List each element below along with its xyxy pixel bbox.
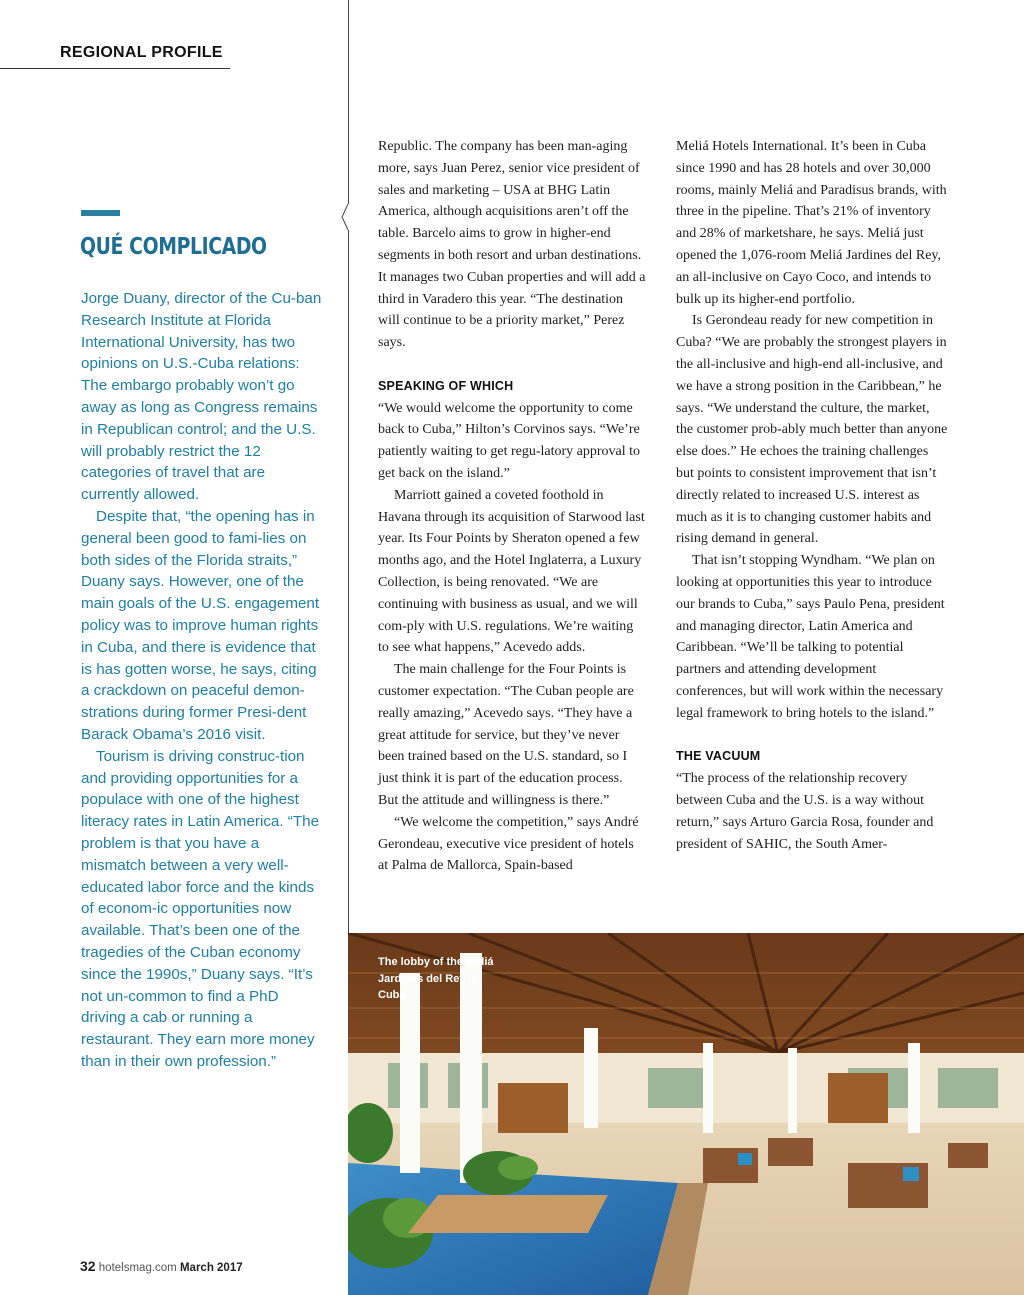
sidebar-accent-bar [81, 210, 120, 216]
footer-date: March 2017 [179, 1262, 243, 1274]
section-label: REGIONAL PROFILE [60, 44, 223, 61]
article-column-1 [378, 136, 646, 877]
page-footer [80, 1258, 243, 1274]
sidebar-title: QUÉ COMPLICADO [80, 234, 267, 260]
article-column-2 [676, 136, 948, 855]
subheading: THE VACUUM [676, 749, 761, 764]
article-paragraph: That isn’t stopping Wyndham. “We plan on looking at opportunities this year to introduce our brands to Cuba,” says Paulo Pena, president and managing director, Latin America and Caribbean. “We’ll be talking to potential partners and attending development conferences, but will work within the necessary legal framework to bring hotels to the island.” [676, 553, 945, 721]
footer-site: hotelsmag.com [98, 1262, 177, 1274]
subheading: SPEAKING OF WHICH [378, 378, 514, 393]
column-divider [348, 0, 349, 933]
article-paragraph: “We would welcome the opportunity to come back to Cuba,” Hilton’s Corvinos says. “We’re patiently waiting to get regu-latory approval to get back on the island.” [378, 400, 641, 481]
article-paragraph: Meliá Hotels International. It’s been in Cuba since 1990 and has 28 hotels and over 30,000 rooms, mainly Meliá and Paradisus brands, with three in the pipeline. That’s 21% of inventory and 28% of marketshare, he says. Meliá just opened the 1,076-room Meliá Jardines del Rey, an all-inclusive on Cayo Coco, and intends to bulk up its higher-end portfolio. [676, 139, 947, 307]
page-number: 32 [80, 1258, 96, 1274]
article-paragraph: “The process of the relationship recovery between Cuba and the U.S. is a way without return,” says Arturo Garcia Rosa, founder and president of SAHIC, the South Amer- [676, 771, 934, 852]
article-paragraph: The main challenge for the Four Points is customer expectation. “The Cuban people are really amazing,” Acevedo says. “They have a great attitude for service, but they’ve never been trained based on the U.S. standard, so I just think it is part of the education process. But the attitude and willingness is there.” [378, 662, 634, 808]
photo-caption: The lobby of the Meliá Jardines del Rey in Cuba [378, 956, 494, 1001]
sidebar-body [81, 288, 327, 1073]
sidebar-paragraph: Tourism is driving construc-tion and providing opportunities for a populace with one of the highest literacy rates in Latin America. “The problem is that you have a mismatch between a very well-educated labor force and the kinds of econom-ic opportunities now available. That’s been one of the tragedies of the Cuban economy since the 1990s,” Duany says. “It’s not un-common to find a PhD driving a cab or running a restaurant. They earn more money than in their own profession.” [81, 747, 320, 1070]
article-paragraph: Marriott gained a coveted foothold in Havana through its acquisition of Starwood last year. Its Four Points by Sheraton opened a few months ago, and the Hotel Inglaterra, a Luxury Collection, is being renovated. “We are continuing with business as usual, and we will com-ply with U.S. regulations. We’re waiting to see what happens,” Acevedo adds. [378, 487, 645, 656]
sidebar-paragraph: Despite that, “the opening has in general been good to fami-lies on both sides of the Florida straits,” Duany says. However, one of the main goals of the U.S. engagement policy was to improve human rights in Cuba, and there is evidence that is has gotten worse, he says, citing a crackdown on peaceful demon-strations during former Presi-dent Barack Obama’s 2016 visit. [81, 507, 320, 743]
section-rule [0, 68, 230, 69]
article-paragraph: “We welcome the competition,” says André Gerondeau, executive vice president of hotels at Palma de Mallorca, Spain-based [378, 814, 639, 874]
article-paragraph: Is Gerondeau ready for new competition in Cuba? “We are probably the strongest players in the all-inclusive and high-end all-inclusive, and we have a strong position in the Caribbean,” he says. “We understand the culture, the market, the customer prob-ably much better than anyone else does.” He echoes the training challenges but points to consistent improvement that isn’t directly related to increased U.S. interest as much as it is to changing customer habits and rising demand in general. [676, 313, 948, 547]
sidebar-paragraph: Jorge Duany, director of the Cu-ban Research Institute at Florida International University, has two opinions on U.S.-Cuba relations: The embargo probably won’t go away as long as Congress remains in Republican control; and the U.S. will probably restrict the 12 categories of travel that are currently allowed. [81, 290, 322, 504]
divider-notch [340, 204, 356, 230]
article-paragraph: Republic. The company has been man-aging more, says Juan Perez, senior vice president of sales and marketing – USA at BHG Latin America, although acquisitions aren’t off the table. Barcelo aims to grow in higher-end segments in both resort and urban destinations. It manages two Cuban properties and will add a third in Varadero this year. “The destination will continue to be a priority market,” Perez says. [378, 139, 646, 351]
